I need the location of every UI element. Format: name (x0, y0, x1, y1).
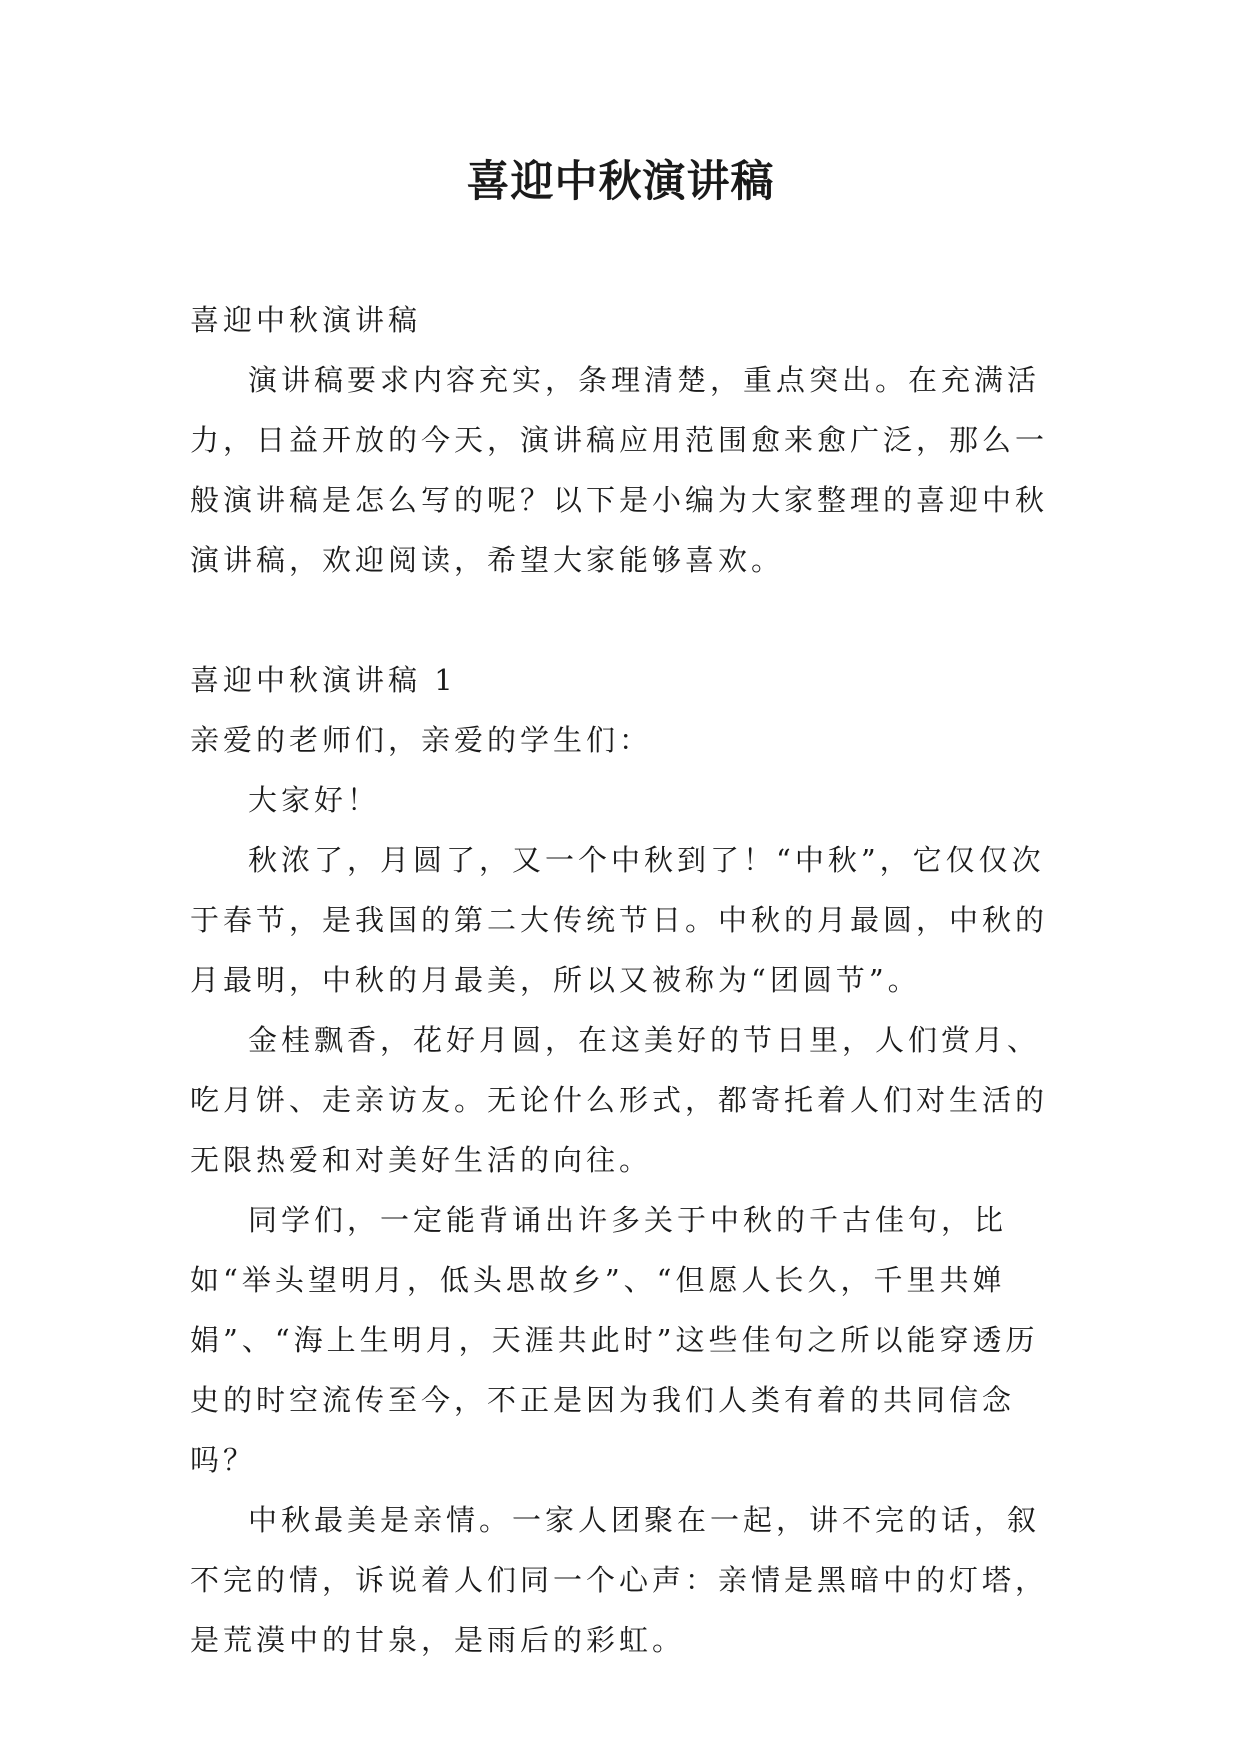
salutation: 亲爱的老师们，亲爱的学生们： (190, 723, 653, 757)
document-body (190, 290, 1060, 1670)
greeting: 大家好！ (248, 783, 381, 817)
body-paragraph: 中秋最美是亲情。一家人团聚在一起，讲不完的话，叙不完的情，诉说着人们同一个心声：亲情是黑暗中的灯塔，是荒漠中的甘泉，是雨后的彩虹。 (190, 1503, 1049, 1657)
body-paragraph: 金桂飘香，花好月圆，在这美好的节日里，人们赏月、吃月饼、走亲访友。无论什么形式，都寄托着人们对生活的无限热爱和对美好生活的向往。 (190, 1023, 1049, 1177)
section-heading: 喜迎中秋演讲稿 1 (190, 663, 457, 697)
intro-paragraph: 演讲稿要求内容充实，条理清楚，重点突出。在充满活力，日益开放的今天，演讲稿应用范围愈来愈广泛，那么一般演讲稿是怎么写的呢？以下是小编为大家整理的喜迎中秋演讲稿，欢迎阅读，希望大家能够喜欢。 (190, 363, 1049, 577)
document-title: 喜迎中秋演讲稿 (466, 157, 775, 207)
subtitle: 喜迎中秋演讲稿 (190, 303, 422, 337)
body-paragraph: 秋浓了，月圆了，又一个中秋到了！“中秋”，它仅仅次于春节，是我国的第二大传统节日。中秋的月最圆，中秋的月最明，中秋的月最美，所以又被称为“团圆节”。 (190, 843, 1049, 997)
body-paragraph: 同学们，一定能背诵出许多关于中秋的千古佳句，比如“举头望明月，低头思故乡”、“但愿人长久，千里共婵娟”、“海上生明月，天涯共此时”这些佳句之所以能穿透历史的时空流传至今，不正是因为我们人类有着的共同信念吗？ (190, 1203, 1039, 1477)
section-spacer (190, 590, 1060, 650)
